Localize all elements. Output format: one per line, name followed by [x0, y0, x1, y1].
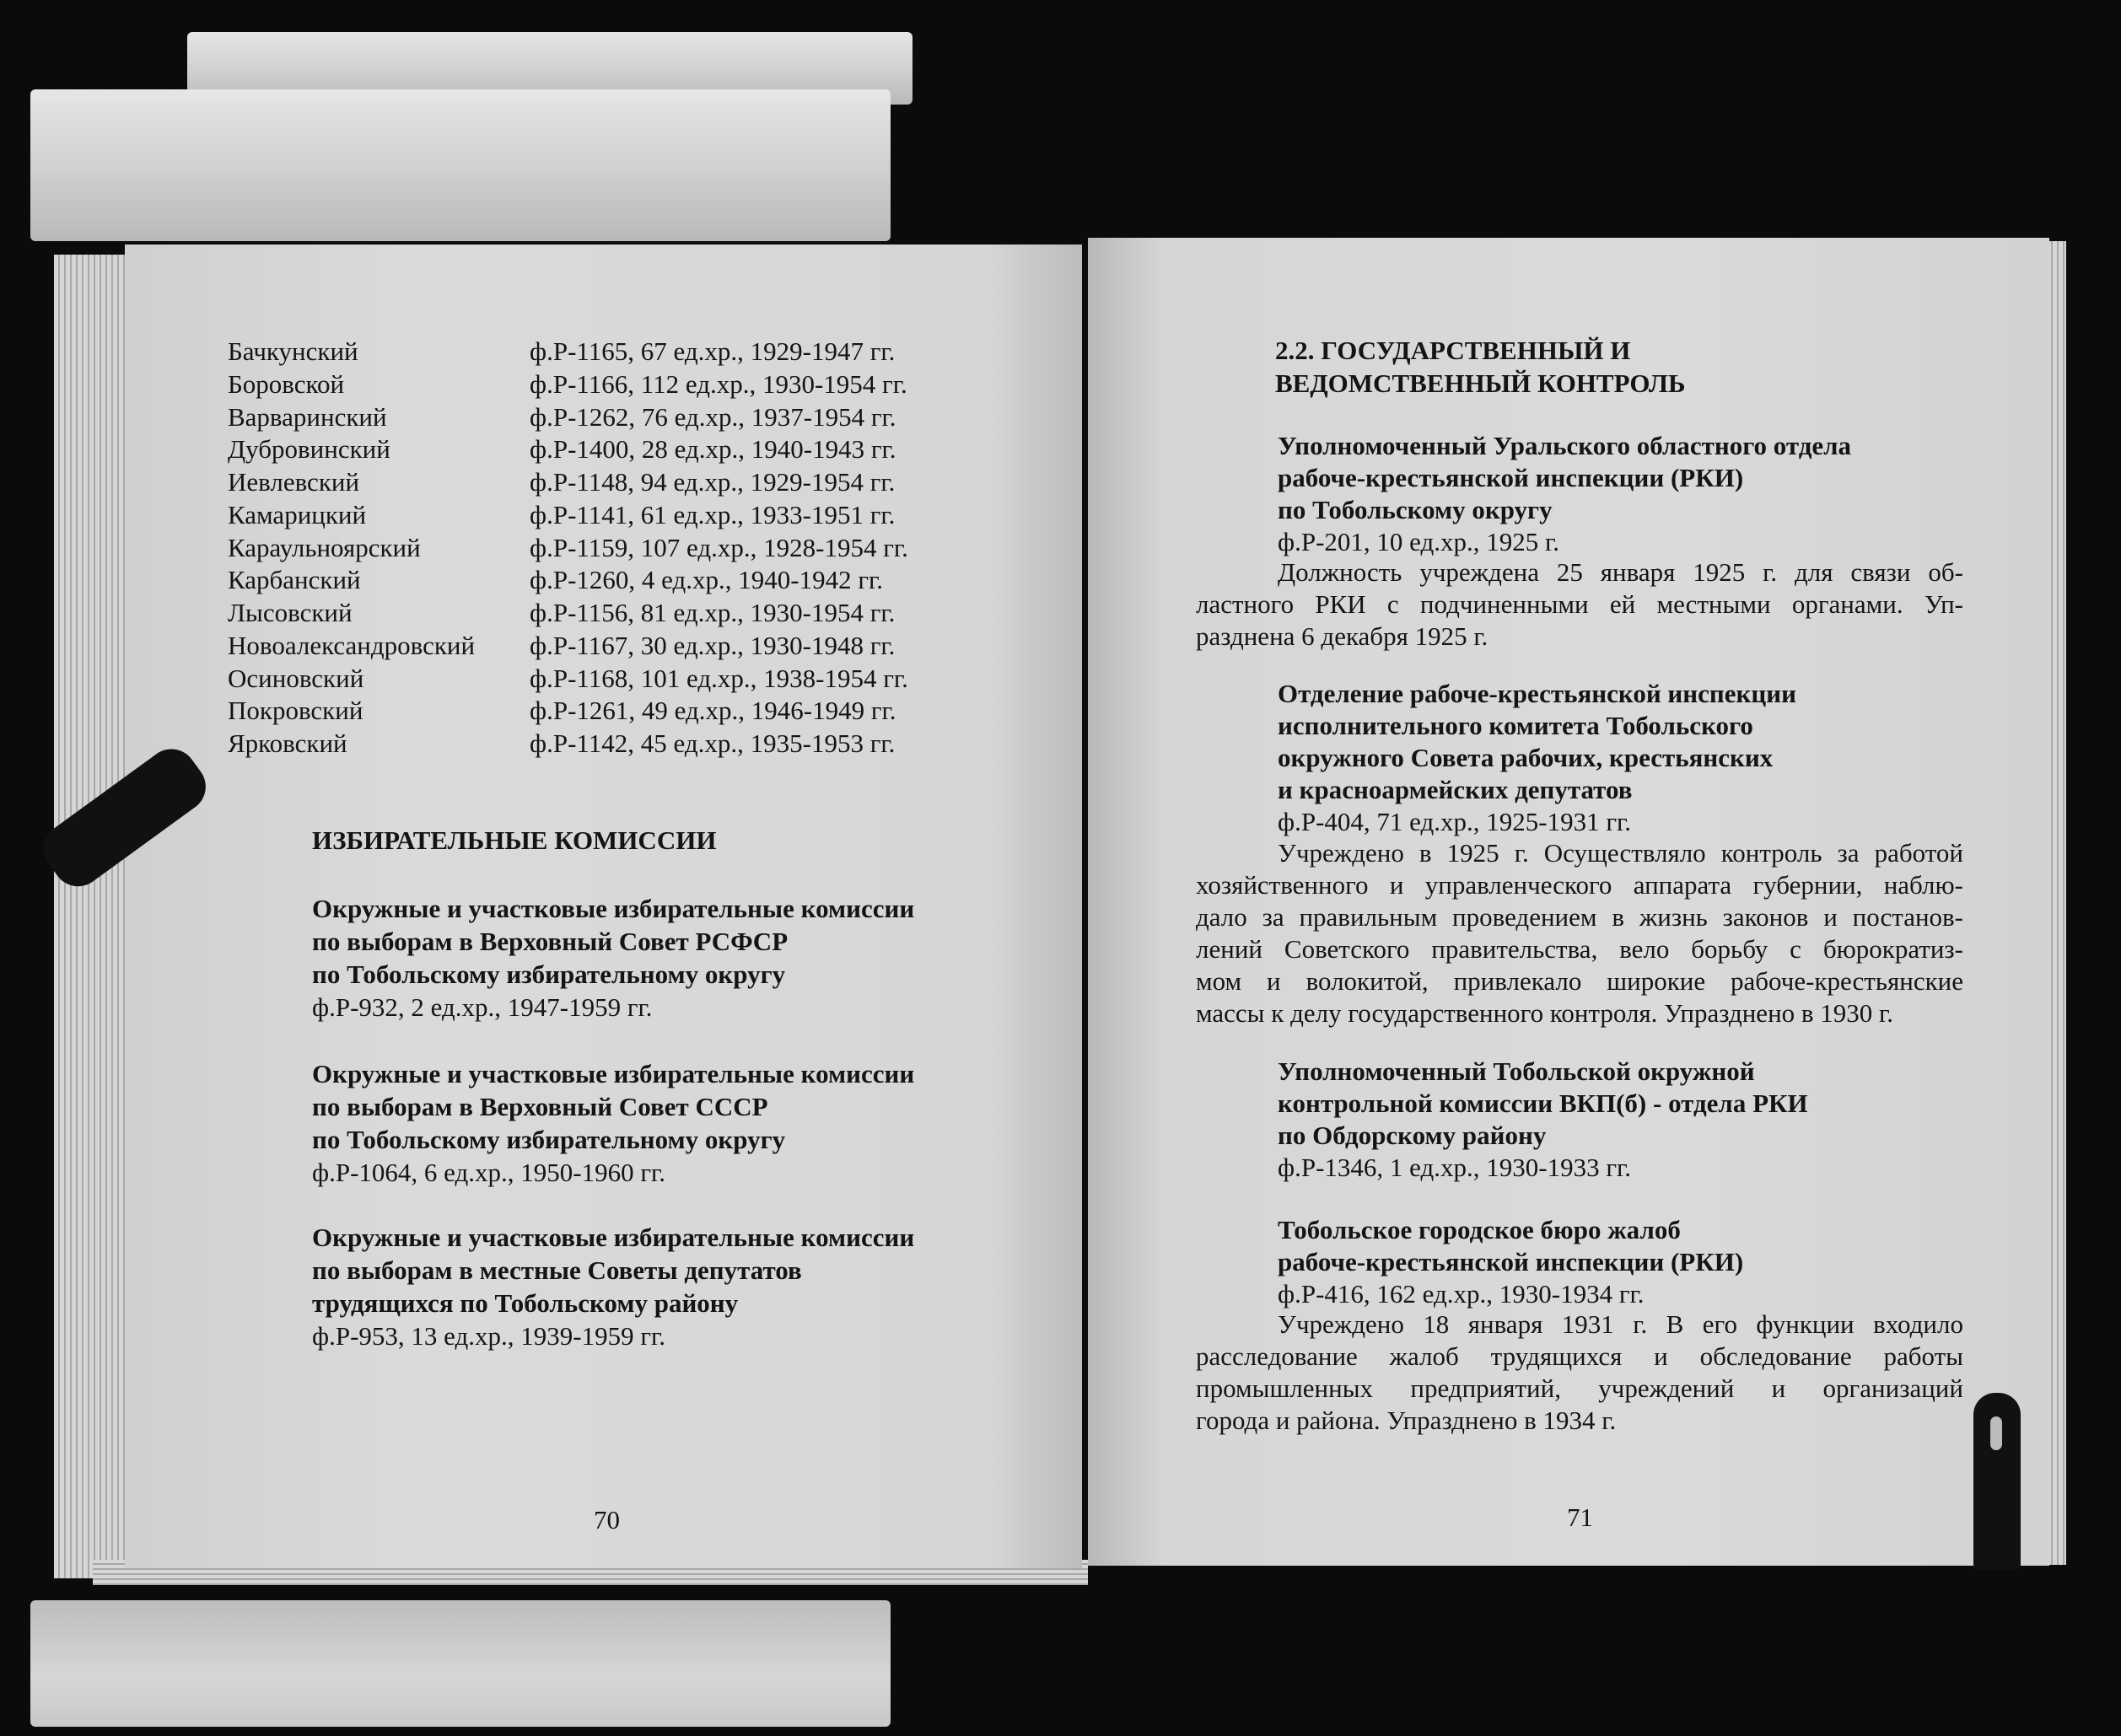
text-line: разднена 6 декабря 1925 г. — [1196, 621, 1488, 651]
text-line: Учреждено в 1925 г. Осуществляло контроль за работой — [1278, 838, 1963, 868]
index-name: Караульноярский — [228, 533, 421, 562]
index-fund: ф.Р-1168, 101 ед.хр., 1938-1954 гг. — [530, 664, 908, 693]
entry-title-line: по выборам в местные Советы депутатов — [312, 1255, 802, 1285]
entry-description — [1196, 1309, 1963, 1437]
section-title-line: 2.2. ГОСУДАРСТВЕННЫЙ И — [1275, 336, 1631, 365]
index-name: Иевлевский — [228, 467, 360, 497]
text-line: мом и волокитой, привлекало широкие рабоче-крестьянские — [1196, 966, 1963, 996]
entry-title-line: Окружные и участковые избирательные комиссии — [312, 1223, 915, 1252]
entry-description — [1196, 556, 1963, 653]
entry-fund: ф.Р-416, 162 ед.хр., 1930-1934 гг. — [1278, 1279, 1645, 1309]
entry-fund: ф.Р-953, 13 ед.хр., 1939-1959 гг. — [312, 1321, 666, 1351]
index-fund: ф.Р-1260, 4 ед.хр., 1940-1942 гг. — [530, 565, 884, 594]
section-title-election-commissions: ИЗБИРАТЕЛЬНЫЕ КОМИССИИ — [312, 825, 717, 855]
entry-title-line: рабоче-крестьянской инспекции (РКИ) — [1278, 1247, 1744, 1276]
text-line: Учреждено 18 января 1931 г. В его функции входило — [1278, 1309, 1963, 1339]
entry-title-line: рабоче-крестьянской инспекции (РКИ) — [1278, 463, 1744, 492]
entry-fund: ф.Р-201, 10 ед.хр., 1925 г. — [1278, 527, 1559, 556]
text-line: дало за правильным проведением в жизнь законов и постанов- — [1196, 902, 1963, 932]
entry-title-line: Тобольское городское бюро жалоб — [1278, 1215, 1681, 1244]
text-line: хозяйственного и управленческого аппарата губернии, наблю- — [1196, 870, 1963, 900]
entry-title-line: по выборам в Верховный Совет СССР — [312, 1092, 768, 1121]
entry-title-line: Уполномоченный Уральского областного отдела — [1278, 431, 1852, 460]
text-line: массы к делу государственного контроля. Упразднено в 1930 г. — [1196, 998, 1894, 1028]
index-name: Новоалександровский — [228, 631, 476, 660]
strap-hole — [1990, 1416, 2002, 1450]
index-name: Осиновский — [228, 664, 364, 693]
page-number-left: 70 — [594, 1505, 620, 1534]
index-name: Варваринский — [228, 402, 387, 432]
text-line: ластного РКИ с подчиненными ей местными органами. Уп- — [1196, 589, 1963, 619]
entry-title-line: трудящихся по Тобольскому району — [312, 1288, 739, 1318]
book-page-edges-left — [54, 255, 130, 1578]
index-fund: ф.Р-1262, 76 ед.хр., 1937-1954 гг. — [530, 402, 896, 432]
index-name: Ярковский — [228, 728, 347, 758]
entry-title-line: по Обдорскому району — [1278, 1121, 1547, 1150]
entry-title-line: контрольной комиссии ВКП(б) - отдела РКИ — [1278, 1088, 1808, 1118]
index-name: Покровский — [228, 696, 363, 725]
entry-title-line: окружного Совета рабочих, крестьянских — [1278, 743, 1774, 772]
entry-title-line: по Тобольскому избирательному округу — [312, 959, 786, 989]
entry-title-line: Окружные и участковые избирательные комиссии — [312, 1059, 915, 1088]
entry-fund: ф.Р-932, 2 ед.хр., 1947-1959 гг. — [312, 992, 653, 1022]
text-line: Должность учреждена 25 января 1925 г. для связи об- — [1278, 557, 1963, 587]
index-name: Карбанский — [228, 565, 361, 594]
entry-fund: ф.Р-1346, 1 ед.хр., 1930-1933 гг. — [1278, 1153, 1632, 1182]
index-name: Камарицкий — [228, 500, 367, 529]
index-fund: ф.Р-1166, 112 ед.хр., 1930-1954 гг. — [530, 369, 907, 399]
text-line: города и района. Упразднено в 1934 г. — [1196, 1405, 1617, 1435]
foam-block-bottom — [30, 1600, 891, 1727]
index-name: Боровской — [228, 369, 345, 399]
index-fund: ф.Р-1142, 45 ед.хр., 1935-1953 гг. — [530, 728, 896, 758]
entry-title-line: по Тобольскому округу — [1278, 495, 1553, 524]
entry-title-line: исполнительного комитета Тобольского — [1278, 711, 1753, 740]
index-fund: ф.Р-1141, 61 ед.хр., 1933-1951 гг. — [530, 500, 896, 529]
index-fund: ф.Р-1400, 28 ед.хр., 1940-1943 гг. — [530, 434, 896, 464]
text-line: промышленных предприятий, учреждений и организаций — [1196, 1373, 1963, 1403]
index-name: Бачкунский — [228, 336, 358, 366]
index-fund: ф.Р-1156, 81 ед.хр., 1930-1954 гг. — [530, 598, 896, 627]
index-name: Дубровинский — [228, 434, 390, 464]
entry-fund: ф.Р-1064, 6 ед.хр., 1950-1960 гг. — [312, 1158, 666, 1187]
index-fund: ф.Р-1148, 94 ед.хр., 1929-1954 гг. — [530, 467, 896, 497]
page-number-right: 71 — [1567, 1502, 1593, 1532]
entry-title-line: Отделение рабоче-крестьянской инспекции — [1278, 679, 1796, 708]
index-fund: ф.Р-1159, 107 ед.хр., 1928-1954 гг. — [530, 533, 908, 562]
text-line: лений Советского правительства, вело борьбу с бюрократиз- — [1196, 934, 1963, 964]
entry-fund: ф.Р-404, 71 ед.хр., 1925-1931 гг. — [1278, 807, 1632, 836]
foam-block-top-large — [30, 89, 891, 241]
entry-title-line: Уполномоченный Тобольской окружной — [1278, 1056, 1755, 1086]
index-name: Лысовский — [228, 598, 353, 627]
index-fund: ф.Р-1167, 30 ед.хр., 1930-1948 гг. — [530, 631, 896, 660]
entry-title-line: по Тобольскому избирательному округу — [312, 1125, 786, 1154]
entry-title-line: и красноармейских депутатов — [1278, 775, 1633, 804]
index-fund: ф.Р-1165, 67 ед.хр., 1929-1947 гг. — [530, 336, 896, 366]
entry-title-line: по выборам в Верховный Совет РСФСР — [312, 927, 789, 956]
entry-description — [1196, 837, 1963, 1029]
section-title-line: ВЕДОМСТВЕННЫЙ КОНТРОЛЬ — [1275, 368, 1686, 398]
entry-title-line: Окружные и участковые избирательные комиссии — [312, 894, 915, 923]
text-line: расследование жалоб трудящихся и обследование работы — [1196, 1341, 1963, 1371]
index-fund: ф.Р-1261, 49 ед.хр., 1946-1949 гг. — [530, 696, 896, 725]
